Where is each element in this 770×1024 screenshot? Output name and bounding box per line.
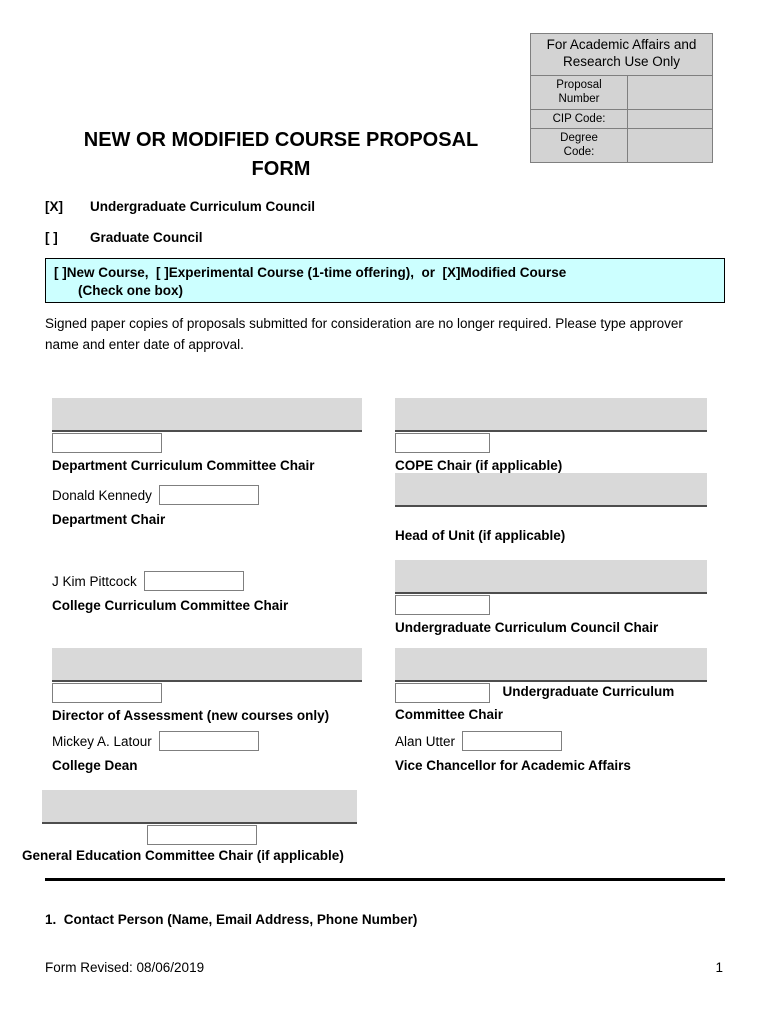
signature-label: Undergraduate Curriculum Council Chair	[395, 620, 659, 635]
date-label-row	[395, 682, 707, 703]
signature-field[interactable]	[395, 648, 707, 682]
signature-label: Director of Assessment (new courses only)	[52, 708, 330, 723]
admin-table-header: For Academic Affairs and Research Use Only	[531, 34, 712, 76]
approver-name: Donald Kennedy	[52, 487, 152, 503]
signature-label: College Dean	[52, 758, 138, 773]
section1-heading: 1. Contact Person (Name, Email Address, Phone Number)	[45, 912, 418, 927]
proposal-number-label: Proposal Number	[531, 76, 628, 109]
date-field[interactable]	[159, 485, 259, 505]
degree-code-field[interactable]	[628, 129, 712, 162]
table-row	[531, 110, 712, 129]
signature-block-gen-ed-chair	[42, 790, 357, 845]
approver-row	[52, 730, 362, 752]
signature-field[interactable]	[395, 398, 707, 432]
date-field[interactable]	[462, 731, 562, 751]
page-number: 1	[715, 960, 723, 975]
signature-block-head-of-unit	[395, 473, 707, 544]
council-row-graduate	[45, 230, 203, 245]
signature-block-cope-chair	[395, 398, 707, 474]
approver-row	[52, 484, 362, 506]
course-type-options[interactable]: [ ]New Course, [ ]Experimental Course (1-time offering), or [X]Modified Course	[54, 265, 567, 280]
signature-label: College Curriculum Committee Chair	[52, 598, 289, 613]
signature-field[interactable]	[52, 648, 362, 682]
page-title-line1: NEW OR MODIFIED COURSE PROPOSAL	[83, 129, 479, 151]
approver-row	[395, 730, 707, 752]
signature-field[interactable]	[395, 473, 707, 507]
signature-field[interactable]	[395, 560, 707, 594]
course-type-box	[45, 258, 725, 303]
signature-field[interactable]	[42, 790, 357, 824]
signature-label: Department Chair	[52, 512, 166, 527]
date-field[interactable]	[52, 433, 162, 453]
admin-use-table	[530, 33, 713, 163]
graduate-council-label: Graduate Council	[90, 230, 203, 245]
cip-code-label: CIP Code:	[531, 110, 628, 128]
instructions-text: Signed paper copies of proposals submitted for consideration are no longer required. Please type approver name and enter date of approval.	[45, 316, 683, 352]
course-type-note: (Check one box)	[78, 283, 184, 299]
table-row	[531, 76, 712, 110]
date-field[interactable]	[395, 433, 490, 453]
undergraduate-council-label: Undergraduate Curriculum Council	[90, 199, 316, 214]
date-field[interactable]	[159, 731, 259, 751]
signature-block-college-dean	[52, 730, 362, 774]
signature-label: Head of Unit (if applicable)	[395, 528, 566, 543]
graduate-council-checkbox[interactable]: [ ]	[45, 230, 58, 245]
signature-block-college-curriculum-chair	[52, 570, 362, 614]
approver-name: Alan Utter	[395, 733, 456, 749]
signature-field[interactable]	[52, 398, 362, 432]
table-row	[531, 129, 712, 162]
signature-block-uc-committee-chair	[395, 648, 707, 723]
form-revision-date: Form Revised: 08/06/2019	[45, 960, 205, 975]
section-divider	[45, 878, 725, 881]
signature-block-dept-curriculum-chair	[52, 398, 362, 474]
signature-block-ucc-chair	[395, 560, 707, 636]
signature-label: General Education Committee Chair (if applicable)	[22, 848, 344, 863]
council-row-undergraduate	[45, 199, 315, 214]
approver-row	[52, 570, 362, 592]
page-title-line2: FORM	[251, 158, 311, 180]
approver-name: J Kim Pittcock	[52, 573, 137, 589]
date-field[interactable]	[144, 571, 244, 591]
signature-block-vice-chancellor	[395, 730, 707, 774]
date-field[interactable]	[395, 683, 490, 703]
signature-block-director-assessment	[52, 648, 362, 724]
signature-label-line1: Undergraduate Curriculum	[502, 684, 675, 700]
date-field[interactable]	[52, 683, 162, 703]
undergraduate-council-checkbox[interactable]: [X]	[45, 199, 63, 214]
cip-code-field[interactable]	[628, 110, 712, 128]
signature-label-line2: Committee Chair	[395, 707, 504, 722]
approver-name: Mickey A. Latour	[52, 733, 152, 749]
signature-block-dept-chair	[52, 484, 362, 528]
signature-label: Vice Chancellor for Academic Affairs	[395, 758, 631, 773]
date-field[interactable]	[395, 595, 490, 615]
signature-label: Department Curriculum Committee Chair	[52, 458, 315, 473]
proposal-number-field[interactable]	[628, 76, 712, 109]
page-title	[45, 126, 517, 184]
signature-label: COPE Chair (if applicable)	[395, 458, 563, 473]
degree-code-label: Degree Code:	[531, 129, 628, 162]
date-field[interactable]	[147, 825, 257, 845]
